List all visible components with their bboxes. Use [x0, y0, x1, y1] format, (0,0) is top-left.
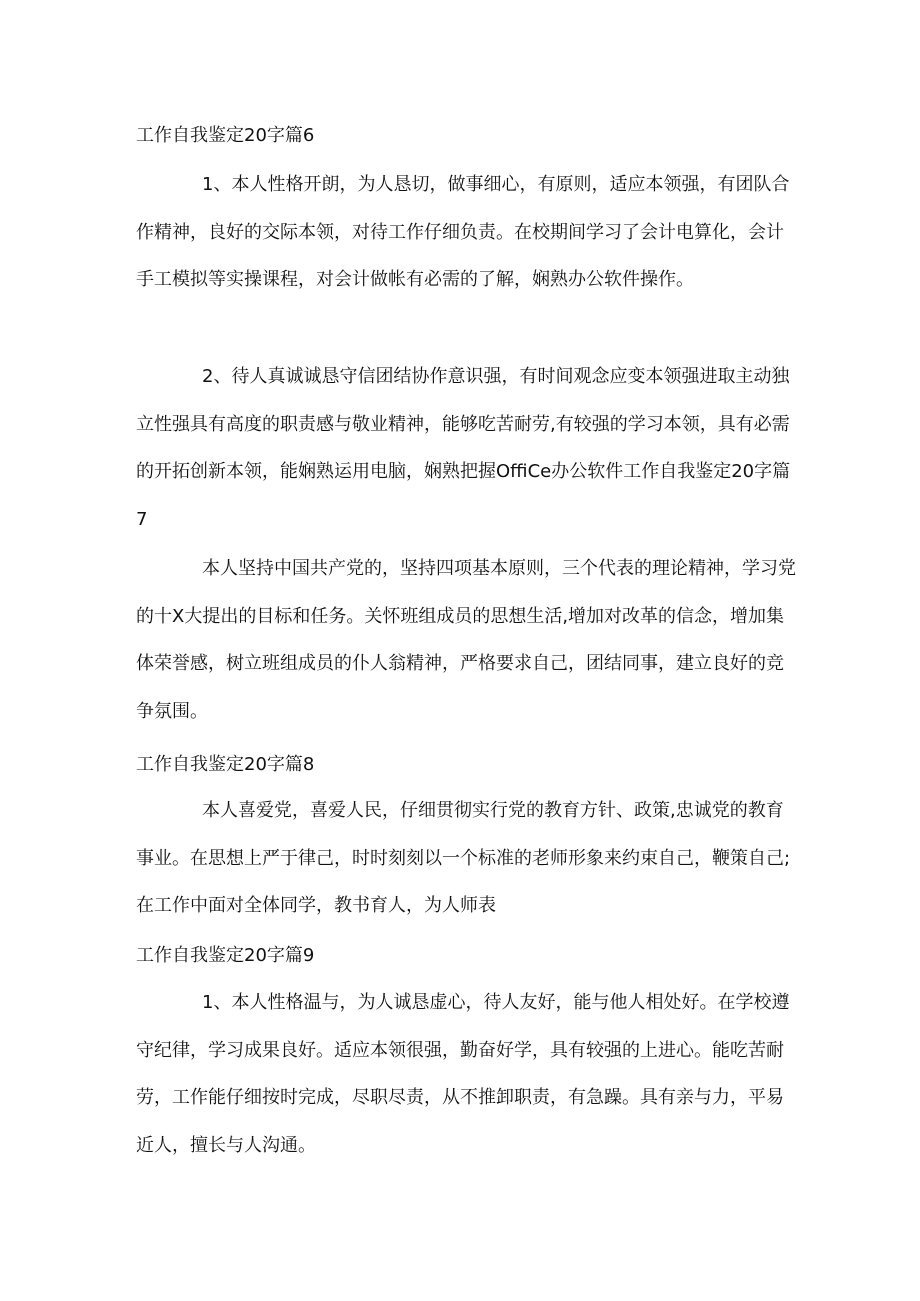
paragraph-7-1: 本人坚持中国共产党的，坚持四项基本原则，三个代表的理论精神，学习党的十X大提出的目标和任务。关怀班组成员的思想生活,增加对改革的信念，增加集体荣誉感，树立班组成员的仆人翁精神，严格要求自己，团结同事，建立良好的竞争氛围。 [136, 558, 796, 722]
paragraph-6-2: 2、待人真诚诚恳守信团结协作意识强，有时间观念应变本领强进取主动独立性强具有高度的职责感与敬业精神，能够吃苦耐劳,有较强的学习本领，具有必需的开拓创新本领，能娴熟运用电脑，娴熟把握OffiCe办公软件工作自我鉴定20字篇7 [136, 366, 791, 530]
section-heading-9: 工作自我鉴定20字篇9 [136, 945, 315, 966]
paragraph-9-1: 1、本人性格温与，为人诚恳虚心，待人友好，能与他人相处好。在学校遵守纪律，学习成果良好。适应本领很强，勤奋好学，具有较强的上进心。能吃苦耐劳，工作能仔细按时完成，尽职尽责，从不推卸职责，有急躁。具有亲与力，平易近人，擅长与人沟通。 [136, 992, 790, 1156]
section-heading-8: 工作自我鉴定20字篇8 [136, 754, 315, 775]
paragraph-8-1: 本人喜爱党，喜爱人民，仔细贯彻实行党的教育方针、政策,忠诚党的教育事业。在思想上严于律己，时时刻刻以一个标准的老师形象来约束自己，鞭策自己;在工作中面对全体同学，教书育人，为人师表 [136, 800, 791, 916]
section-heading-6: 工作自我鉴定20字篇6 [136, 125, 315, 146]
paragraph-6-1: 1、本人性格开朗，为人恳切，做事细心，有原则，适应本领强，有团队合作精神，良好的交际本领，对待工作仔细负责。在校期间学习了会计电算化，会计手工模拟等实操课程，对会计做帐有必需的了解，娴熟办公软件操作。 [136, 174, 790, 290]
